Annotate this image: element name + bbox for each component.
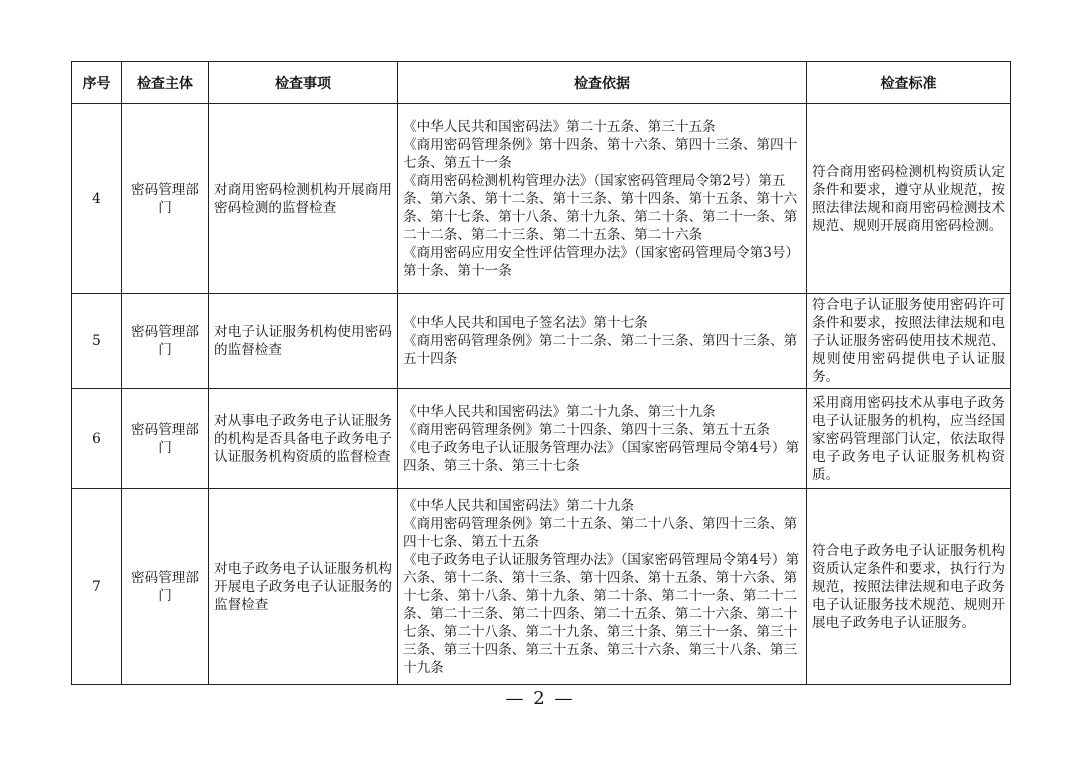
inspection-table [71,61,1011,685]
basis-line: 《中华人民共和国密码法》第二十九条 [403,497,635,514]
table-row [72,389,1011,489]
row-subject: 密码管理部门 [122,104,209,294]
header-standard: 检查标准 [807,62,1011,104]
table-row [72,489,1011,685]
row-subject: 密码管理部门 [122,489,209,685]
row-subject: 密码管理部门 [122,294,209,389]
header-seq: 序号 [72,62,122,104]
row-item: 对商用密码检测机构开展商用密码检测的监督检查 [209,104,398,294]
row-subject: 密码管理部门 [122,389,209,489]
row-number: 4 [72,104,122,294]
row-basis [398,104,807,294]
table-header-row [72,62,1011,104]
basis-line: 《中华人民共和国电子签名法》第十七条 [403,315,648,331]
basis-line: 《电子政务电子认证服务管理办法》（国家密码管理局令第4号）第四条、第三十条、第三十七条 [403,439,800,474]
basis-line: 《商用密码管理条例》第二十二条、第二十三条、第四十三条、第五十四条 [403,333,798,367]
table-row [72,104,1011,294]
row-number: 5 [72,294,122,389]
basis-line: 《商用密码管理条例》第二十四条、第四十三条、第五十五条 [403,421,771,438]
row-standard: 符合商用密码检测机构资质认定条件和要求，遵守从业规范，按照法律法规和商用密码检测技术规范、规则开展商用密码检测。 [807,104,1011,294]
basis-line: 《电子政务电子认证服务管理办法》（国家密码管理局令第4号）第六条、第十二条、第十三条、第十四条、第十五条、第十六条、第十七条、第十八条、第十九条、第二十条、第二十一条、第二十二条、第二十三条、第二十四条、第二十五条、第二十六条、第二十七条、第二十八条、第二十九条、第三十条、第三十一条、第三十三条、第三十四条、第三十五条、第三十六条、第三十八条、第三十九条 [403,551,800,676]
row-basis [398,389,807,489]
row-item: 对电子认证服务机构使用密码的监督检查 [209,294,398,389]
row-basis [398,489,807,685]
row-item: 对电子政务电子认证服务机构开展电子政务电子认证服务的监督检查 [209,489,398,685]
row-basis [398,294,807,389]
row-number: 6 [72,389,122,489]
basis-line: 《商用密码检测机构管理办法》（国家密码管理局令第2号）第五条、第六条、第十二条、第十三条、第十四条、第十五条、第十六条、第十七条、第十八条、第十九条、第二十条、第二十一条、第二十二条、第二十三条、第二十五条、第二十六条 [403,172,798,243]
table-row [72,294,1011,389]
header-subject: 检查主体 [122,62,209,104]
basis-line: 《中华人民共和国密码法》第二十九条、第三十九条 [403,403,716,420]
basis-line: 《中华人民共和国密码法》第二十五条、第三十五条 [403,118,716,135]
basis-line: 《商用密码管理条例》第十四条、第十六条、第四十三条、第四十七条、第五十一条 [403,136,798,171]
basis-line: 《商用密码管理条例》第二十五条、第二十八条、第四十三条、第四十七条、第五十五条 [403,515,798,550]
basis-line: 《商用密码应用安全性评估管理办法》（国家密码管理局令第3号）第十条、第十一条 [403,244,800,279]
row-standard: 符合电子政务电子认证服务机构资质认定条件和要求，执行行为规范，按照法律法规和电子政务电子认证服务技术规范、规则开展电子政务电子认证服务。 [807,489,1011,685]
header-basis: 检查依据 [398,62,807,104]
header-item: 检查事项 [209,62,398,104]
page-number: — 2 — [505,688,575,709]
row-standard: 采用商用密码技术从事电子政务电子认证服务的机构，应当经国家密码管理部门认定，依法取得电子政务电子认证服务机构资质。 [807,389,1011,489]
row-number: 7 [72,489,122,685]
row-item: 对从事电子政务电子认证服务的机构是否具备电子政务电子认证服务机构资质的监督检查 [209,389,398,489]
row-standard: 符合电子认证服务使用密码许可条件和要求，按照法律法规和电子认证服务密码使用技术规范、规则使用密码提供电子认证服务。 [807,294,1011,389]
